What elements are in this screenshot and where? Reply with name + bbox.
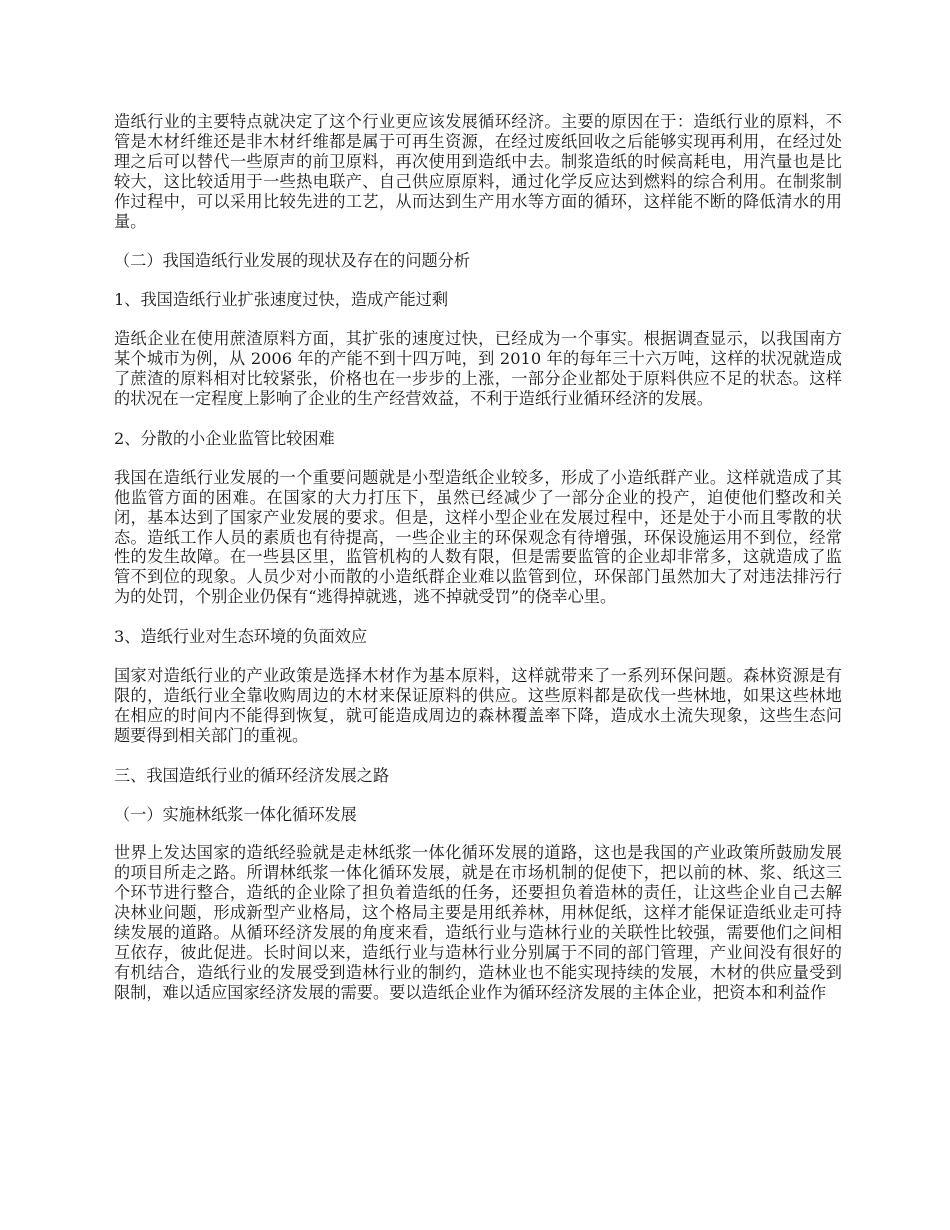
paragraph-ecological-impact: 国家对造纸行业的产业政策是选择木材作为基本原料，这样就带来了一系列环保问题。森林资源是有限的，造纸行业全靠收购周边的木材来保证原料的供应。这些原料都是砍伐一些林地，如果这些林地在相应的时间内不能得到恢复，就可能造成周边的森林覆盖率下降，造成水土流失现象，这些生态问题要得到相关部门的重视。 — [114, 666, 842, 745]
paragraph-overcapacity: 造纸企业在使用蔗渣原料方面，其扩张的速度过快，已经成为一个事实。根据调查显示，以我国南方某个城市为例，从 2006 年的产能不到十四万吨，到 2010 年的每年三十六万吨，这样的状况就造成了蔗渣的原料相对比较紧张，价格也在一步步的上涨，一部分企业都处于原料供应不足的状态。这样的状况在一定程度上影响了企业的生产经营效益，不利于造纸行业循环经济的发展。 — [114, 329, 842, 408]
subheading-overcapacity: 1、我国造纸行业扩张速度过快，造成产能过剩 — [114, 290, 449, 310]
subheading-forest-pulp-paper-integration: （一）实施林纸浆一体化循环发展 — [114, 804, 357, 824]
paragraph-small-enterprise-supervision: 我国在造纸行业发展的一个重要问题就是小型造纸企业较多，形成了小造纸群产业。这样就造成了其他监管方面的困难。在国家的大力打压下，虽然已经减少了一部分企业的投产，迫使他们整改和关闭，基本达到了国家产业发展的要求。但是，这样小型企业在发展过程中，还是处于小而且零散的状态。造纸工作人员的素质也有待提高，一些企业主的环保观念有待增强，环保设施运用不到位，经常性的发生故障。在一些县区里，监管机构的人数有限，但是需要监管的企业却非常多，这就造成了监管不到位的现象。人员少对小而散的小造纸群企业难以监管到位，环保部门虽然加大了对违法排污行为的处罚，个别企业仍保有“逃得掉就逃，逃不掉就受罚”的侥幸心里。 — [114, 467, 842, 607]
section-heading-circular-economy-path: 三、我国造纸行业的循环经济发展之路 — [114, 765, 390, 785]
subheading-small-enterprise-supervision: 2、分散的小企业监管比较困难 — [114, 428, 335, 448]
document-body — [114, 112, 842, 1023]
subheading-ecological-impact: 3、造纸行业对生态环境的负面效应 — [114, 627, 368, 647]
section-heading-status-and-problems: （二）我国造纸行业发展的现状及存在的问题分析 — [114, 251, 471, 271]
paragraph-forest-pulp-paper-integration: 世界上发达国家的造纸经验就是走林纸浆一体化循环发展的道路，这也是我国的产业政策所鼓励发展的项目所走之路。所谓林纸浆一体化循环发展，就是在市场机制的促使下，把以前的林、浆、纸这三个环节进行整合，造纸的企业除了担负着造纸的任务，还要担负着造林的责任，让这些企业自己去解决林业问题，形成新型产业格局，这个格局主要是用纸养林，用林促纸，这样才能保证造纸业走可持续发展的道路。从循环经济发展的角度来看，造纸行业与造林行业的关联性比较强，需要他们之间相互依存，彼此促进。长时间以来，造纸行业与造林行业分别属于不同的部门管理，产业间没有很好的有机结合，造纸行业的发展受到造林行业的制约，造林业也不能实现持续的发展，木材的供应量受到限制，难以适应国家经济发展的需要。要以造纸企业作为循环经济发展的主体企业，把资本和利益作 — [114, 843, 842, 1002]
paragraph-recycling-economy: 造纸行业的主要特点就决定了这个行业更应该发展循环经济。主要的原因在于：造纸行业的原料，不管是木材纤维还是非木材纤维都是属于可再生资源，在经过废纸回收之后能够实现再利用，在经过处理之后可以替代一些原声的前卫原料，再次使用到造纸中去。制浆造纸的时候高耗电，用汽量也是比较大，这比较适用于一些热电联产、自己供应原原料，通过化学反应达到燃料的综合利用。在制浆制作过程中，可以采用比较先进的工艺，从而达到生产用水等方面的循环，这样能不断的降低清水的用量。 — [114, 112, 842, 231]
